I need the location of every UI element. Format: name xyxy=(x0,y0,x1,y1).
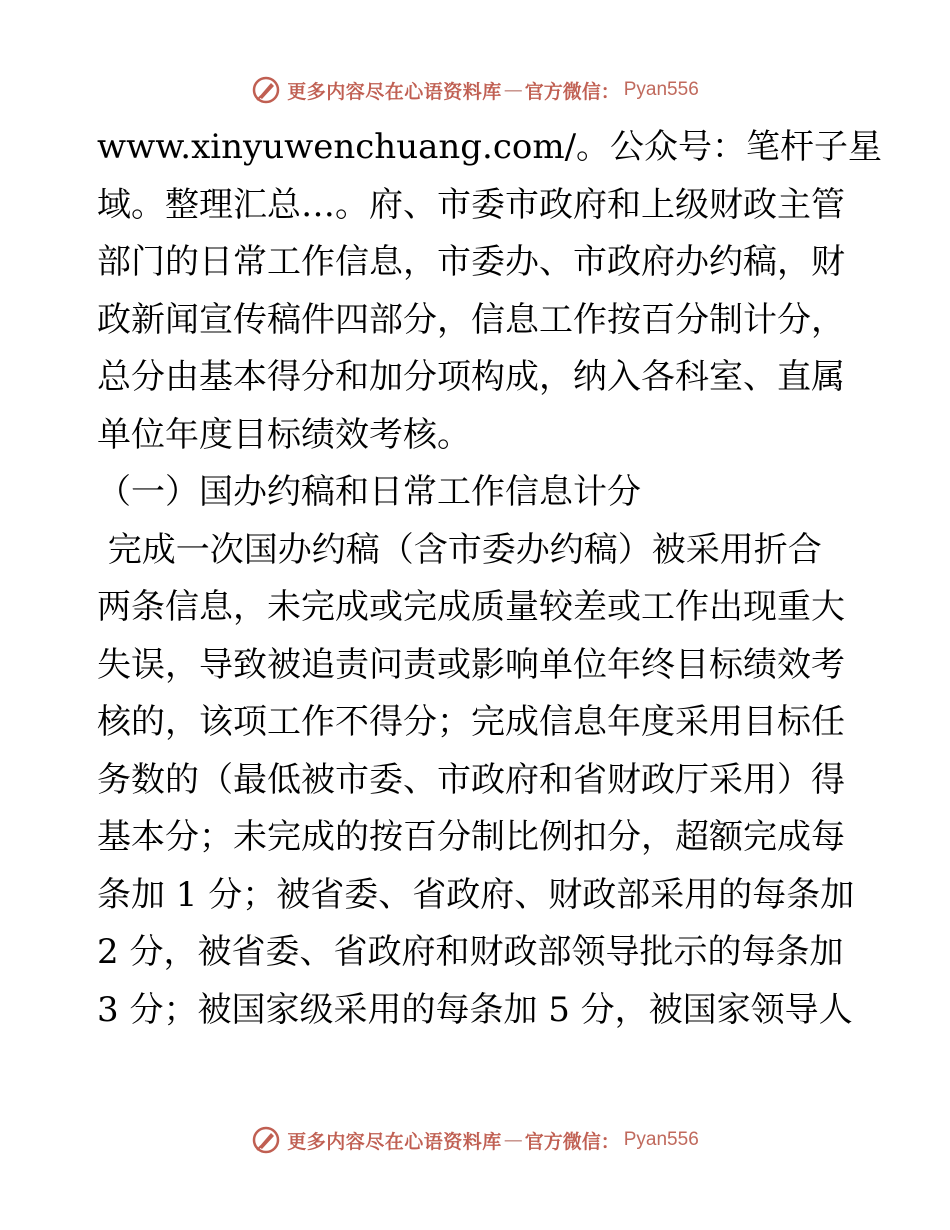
text-line: 政新闻宣传稿件四部分，信息工作按百分制计分， xyxy=(97,299,845,340)
text-line: 2 分，被省委、省政府和财政部领导批示的每条加 xyxy=(97,932,844,972)
heading-line: （一）国办约稿和日常工作信息计分 xyxy=(97,472,641,512)
section-heading xyxy=(97,469,853,527)
document-body xyxy=(97,124,883,1044)
text-line: 基本分；未完成的按百分制比例扣分，超额完成每 xyxy=(97,817,845,857)
text-line: 单位年度目标绩效考核。 xyxy=(97,414,471,455)
text-line: 部门的日常工作信息，市委办、市政府办约稿，财 xyxy=(97,242,845,282)
text-line: 域。整理汇总…。府、市委市政府和上级财政主管 xyxy=(97,184,845,225)
watermark-wechat-id: Pyan556 xyxy=(623,1129,699,1150)
text-line: 完成一次国办约稿（含市委办约稿）被采用折合 xyxy=(97,529,822,570)
quill-logo-icon xyxy=(251,1125,281,1155)
text-line: 条加 1 分；被省委、省政府、财政部采用的每条加 xyxy=(97,874,855,915)
paragraph-intro xyxy=(97,124,883,469)
watermark-wechat-id: Pyan556 xyxy=(623,79,699,100)
watermark-separator: — xyxy=(503,79,523,101)
watermark-wechat-label: 官方微信： xyxy=(524,80,620,103)
watermark-wechat-label: 官方微信： xyxy=(524,1130,620,1153)
watermark-brand: 更多内容尽在心语资料库 xyxy=(287,80,502,103)
watermark-brand: 更多内容尽在心语资料库 xyxy=(287,1130,502,1153)
text-line: 两条信息，未完成或完成质量较差或工作出现重大 xyxy=(97,587,845,627)
watermark-separator: — xyxy=(503,1129,523,1151)
quill-logo-icon xyxy=(251,75,281,105)
text-line: 务数的（最低被市委、市政府和省财政厅采用）得 xyxy=(97,759,845,800)
header-watermark xyxy=(0,70,950,110)
text-line: www.xinyuwenchuang.com/。公众号：笔杆子星 xyxy=(97,127,883,167)
text-line: 核的，该项工作不得分；完成信息年度采用目标任 xyxy=(97,702,845,742)
footer-watermark xyxy=(0,1120,950,1160)
text-line: 3 分；被国家级采用的每条加 5 分，被国家领导人 xyxy=(97,989,853,1030)
text-line: 失误，导致被追责问责或影响单位年终目标绩效考 xyxy=(97,644,845,685)
paragraph-scoring xyxy=(97,527,853,1045)
text-line: 总分由基本得分和加分项构成，纳入各科室、直属 xyxy=(97,357,845,397)
